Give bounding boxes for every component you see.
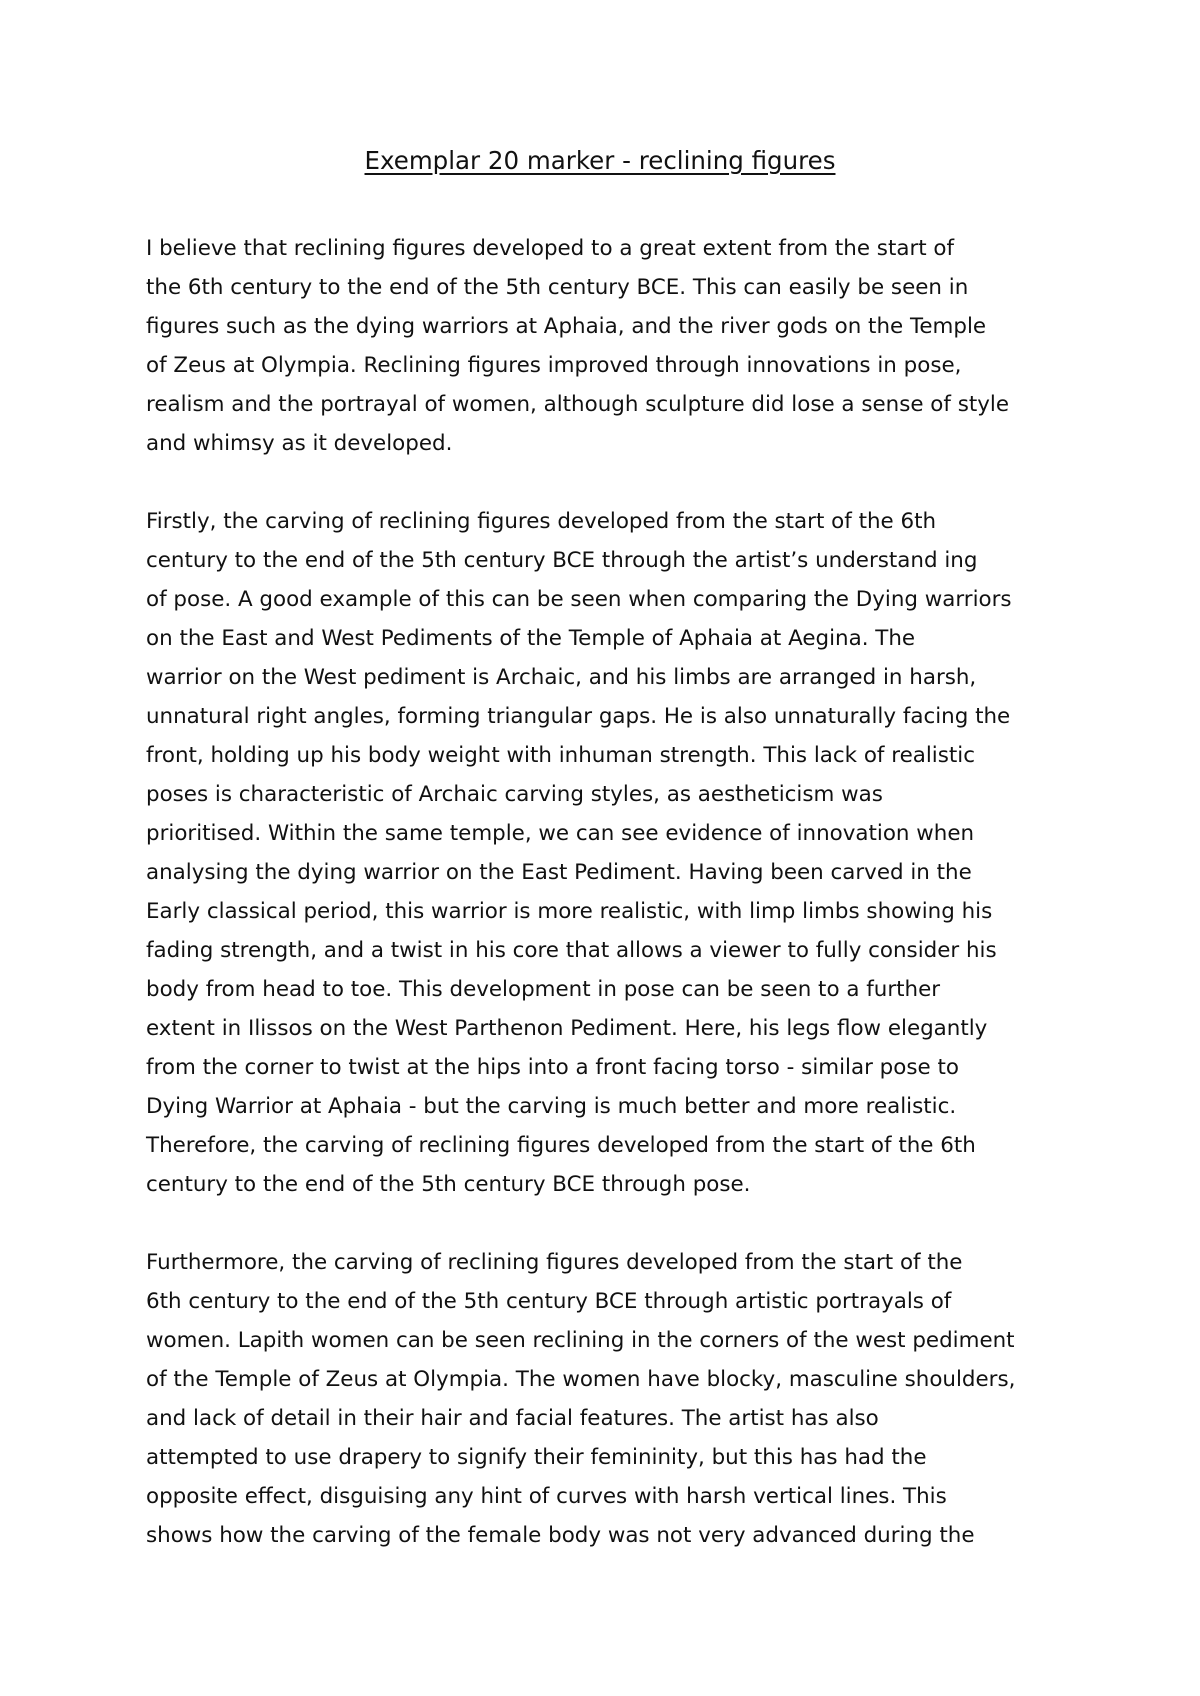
text-line: shows how the carving of the female body was not very advanced during the — [146, 1523, 975, 1548]
text-line: fading strength, and a twist in his core that allows a viewer to fully consider his — [146, 938, 997, 963]
text-line: on the East and West Pediments of the Temple of Aphaia at Aegina. The — [146, 626, 916, 651]
text-line: figures such as the dying warriors at Aphaia, and the river gods on the Temple — [146, 314, 987, 339]
text-line: of pose. A good example of this can be seen when comparing the Dying warriors — [146, 587, 1012, 612]
document-title: Exemplar 20 marker - reclining figures — [364, 146, 836, 175]
text-line: opposite effect, disguising any hint of curves with harsh vertical lines. This — [146, 1484, 947, 1509]
text-line: extent in Ilissos on the West Parthenon Pediment. Here, his legs flow elegantly — [146, 1016, 988, 1041]
text-line: I believe that reclining figures developed to a great extent from the start of — [146, 236, 955, 261]
text-line: Firstly, the carving of reclining figures developed from the start of the 6th — [146, 509, 937, 534]
paragraph-women — [146, 1243, 1061, 1555]
text-line: and whimsy as it developed. — [146, 431, 453, 456]
text-line: of Zeus at Olympia. Reclining figures improved through innovations in pose, — [146, 353, 962, 378]
paragraph-pose — [146, 502, 1061, 1204]
text-line: Therefore, the carving of reclining figures developed from the start of the 6th — [146, 1133, 976, 1158]
text-line: of the Temple of Zeus at Olympia. The women have blocky, masculine shoulders, — [146, 1367, 1016, 1392]
text-line: from the corner to twist at the hips into a front facing torso - similar pose to — [146, 1055, 959, 1080]
text-line: unnatural right angles, forming triangular gaps. He is also unnaturally facing the — [146, 704, 1011, 729]
text-line: prioritised. Within the same temple, we can see evidence of innovation when — [146, 821, 975, 846]
paragraph-intro — [146, 229, 1061, 463]
text-line: realism and the portrayal of women, although sculpture did lose a sense of style — [146, 392, 1010, 417]
text-line: body from head to toe. This development in pose can be seen to a further — [146, 977, 941, 1002]
text-line: women. Lapith women can be seen reclining in the corners of the west pediment — [146, 1328, 1015, 1353]
text-line: attempted to use drapery to signify their femininity, but this has had the — [146, 1445, 927, 1470]
text-line: Furthermore, the carving of reclining figures developed from the start of the — [146, 1250, 963, 1275]
text-line: warrior on the West pediment is Archaic, and his limbs are arranged in harsh, — [146, 665, 977, 690]
text-line: Early classical period, this warrior is more realistic, with limp limbs showing his — [146, 899, 993, 924]
text-line: the 6th century to the end of the 5th century BCE. This can easily be seen in — [146, 275, 969, 300]
text-line: front, holding up his body weight with inhuman strength. This lack of realistic — [146, 743, 975, 768]
text-line: poses is characteristic of Archaic carving styles, as aestheticism was — [146, 782, 883, 807]
text-line: Dying Warrior at Aphaia - but the carving is much better and more realistic. — [146, 1094, 957, 1119]
text-line: century to the end of the 5th century BCE through the artist’s understand ing — [146, 548, 978, 573]
text-line: analysing the dying warrior on the East Pediment. Having been carved in the — [146, 860, 972, 885]
text-line: 6th century to the end of the 5th century BCE through artistic portrayals of — [146, 1289, 952, 1314]
text-line: century to the end of the 5th century BCE through pose. — [146, 1172, 751, 1197]
text-line: and lack of detail in their hair and facial features. The artist has also — [146, 1406, 879, 1431]
document-body — [146, 229, 1061, 1594]
